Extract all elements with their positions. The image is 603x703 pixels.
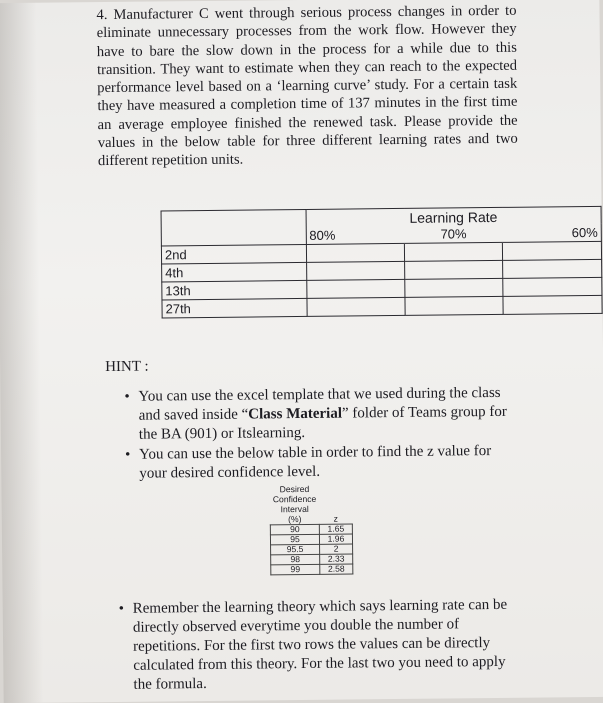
value-cell[interactable]: [503, 277, 602, 296]
hint-bullet-1: • You can use the excel template that we used during the class and saved inside “Class Material” folder of Teams group for the BA (901) or Itslearning.: [124, 384, 507, 443]
value-cell[interactable]: [503, 259, 602, 278]
page-shadow: [0, 3, 44, 703]
learning-rate-table: [161, 206, 603, 319]
rate-header-60: 60%: [503, 224, 602, 243]
question-block: [96, 2, 518, 171]
bullet-dot: •: [125, 446, 131, 463]
bullet-dot: •: [118, 600, 125, 617]
row-label: 4th: [162, 262, 307, 282]
learning-rate-title: Learning Rate: [306, 206, 602, 227]
class-material-text: Class Material: [248, 405, 343, 423]
value-cell[interactable]: [405, 260, 503, 279]
hint-bullet-2: • You can use the below table in order to find the z value for your desired confidence level.: [125, 443, 492, 482]
value-cell[interactable]: [306, 261, 405, 280]
row-label: 27th: [162, 298, 307, 318]
row-label: 13th: [162, 280, 307, 300]
rate-header-70: 70%: [404, 225, 502, 244]
table-row: 90 1.65: [270, 524, 352, 535]
z-value-table: [269, 483, 353, 575]
value-cell[interactable]: [405, 278, 503, 297]
row-label: 2nd: [161, 244, 306, 264]
value-cell[interactable]: [405, 296, 503, 315]
value-cell[interactable]: [405, 242, 503, 261]
rate-header-80: 80%: [306, 226, 405, 245]
z-header-z: z: [333, 513, 338, 524]
value-cell[interactable]: [306, 243, 405, 262]
hint-title: HINT :: [105, 358, 149, 376]
value-cell[interactable]: [307, 297, 406, 316]
value-cell[interactable]: [306, 279, 405, 298]
table-row: 95 1.96: [270, 534, 352, 545]
hint-bullet-3: • Remember the learning theory which says learning rate can be directly observed everytime you double the number of repetitions. For the first two rows the values can be directly calculated from this theory. For the last two you need to apply the formula.: [118, 596, 508, 693]
question-text: 4. Manufacturer C went through serious process changes in order to eliminate unnecessary processes from the work flow. However they have to bare the slow down in the process for a while due to this transition. They want to estimate when they can reach to the expected performance level based on a ‘learning curve’ study. For a certain task they have measured a completion time of 137 minutes in the first time an average employee finished the renewed task. Please provide the values in the below table for three different learning rates and two different repetition units.: [96, 2, 518, 170]
value-cell[interactable]: [503, 295, 602, 314]
z-header-ci: Desired Confidence Interval (%): [272, 483, 317, 525]
table-row: [162, 295, 602, 318]
table-row: 95.5 2: [271, 544, 353, 555]
table-row: 99 2.58: [271, 564, 353, 575]
bullet-dot: •: [124, 388, 130, 405]
table-row: 98 2.33: [271, 554, 353, 565]
value-cell[interactable]: [503, 241, 602, 260]
